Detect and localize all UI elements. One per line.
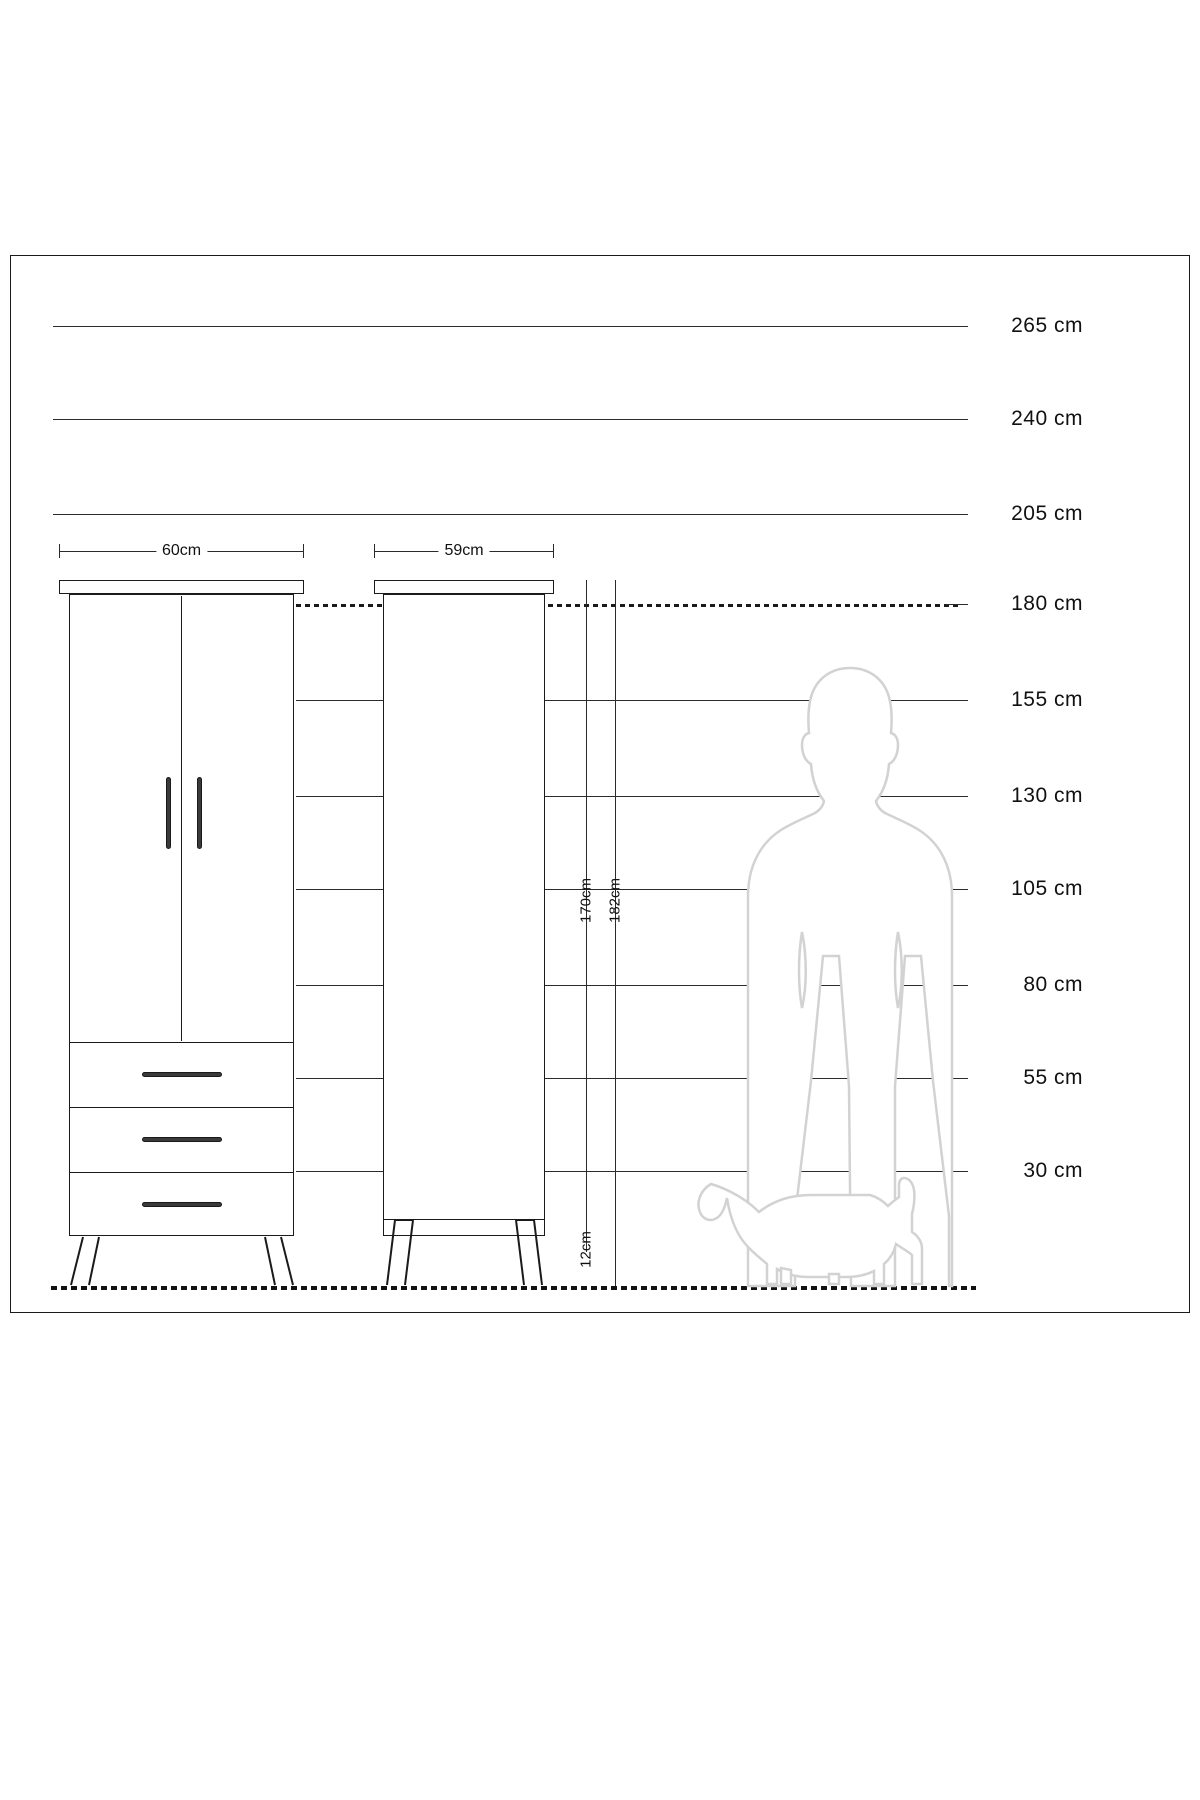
floor-line [51, 1286, 976, 1290]
dimension-cap-right [303, 544, 304, 558]
wardrobe-drawer-handle-2 [142, 1137, 222, 1142]
dimension-label-170cm: 170cm [577, 877, 595, 924]
scale-line-265 [53, 326, 958, 327]
wardrobe-drawer-divider-3 [69, 1172, 294, 1173]
wardrobe-drawer-handle-1 [142, 1072, 222, 1077]
dimension-cap-right [553, 544, 554, 558]
scale-tick-240 [946, 419, 968, 420]
scale-label-205: 205 cm [1011, 502, 1083, 525]
cabinet-body [383, 594, 545, 1236]
scale-tick-105 [946, 889, 968, 890]
scale-line-205 [53, 514, 958, 515]
scale-label-130: 130 cm [1011, 784, 1083, 807]
dimension-label-12cm: 12cm [577, 1231, 595, 1268]
dimension-cap-left [59, 544, 60, 558]
scale-tick-180 [946, 604, 968, 605]
scale-label-105: 105 cm [1011, 877, 1083, 900]
wardrobe-drawer-divider-1 [69, 1042, 294, 1043]
wardrobe-top-panel [59, 580, 304, 594]
scale-tick-155 [946, 700, 968, 701]
scale-label-265: 265 cm [1011, 314, 1083, 337]
scale-label-30: 30 cm [1023, 1159, 1083, 1182]
scale-tick-205 [946, 514, 968, 515]
width-label-59cm: 59cm [438, 542, 489, 560]
width-dimension-cabinet [374, 544, 554, 558]
width-dimension-wardrobe [59, 544, 304, 558]
scale-line-240 [53, 419, 958, 420]
wardrobe-door-divider [181, 596, 182, 1041]
wardrobe-drawer-handle-3 [142, 1202, 222, 1207]
scale-tick-130 [946, 796, 968, 797]
cabinet-base-divider [383, 1219, 545, 1220]
scale-label-240: 240 cm [1011, 407, 1083, 430]
wardrobe-handle-right [197, 777, 202, 849]
scale-label-55: 55 cm [1023, 1066, 1083, 1089]
scale-label-155: 155 cm [1011, 688, 1083, 711]
width-label-60cm: 60cm [156, 542, 207, 560]
dimension-label-182cm: 182cm [606, 877, 624, 924]
dimension-cap-left [374, 544, 375, 558]
wardrobe-drawer-divider-2 [69, 1107, 294, 1108]
wardrobe-legs [71, 1237, 293, 1285]
cabinet-top-panel [374, 580, 554, 594]
scale-label-180: 180 cm [1011, 592, 1083, 615]
scale-tick-265 [946, 326, 968, 327]
man-silhouette [748, 668, 952, 1286]
scale-label-80: 80 cm [1023, 973, 1083, 996]
cat-silhouette [699, 1178, 923, 1284]
scale-diagram [10, 255, 1190, 1313]
wardrobe-handle-left [166, 777, 171, 849]
dimension-line-182cm [615, 580, 616, 1290]
